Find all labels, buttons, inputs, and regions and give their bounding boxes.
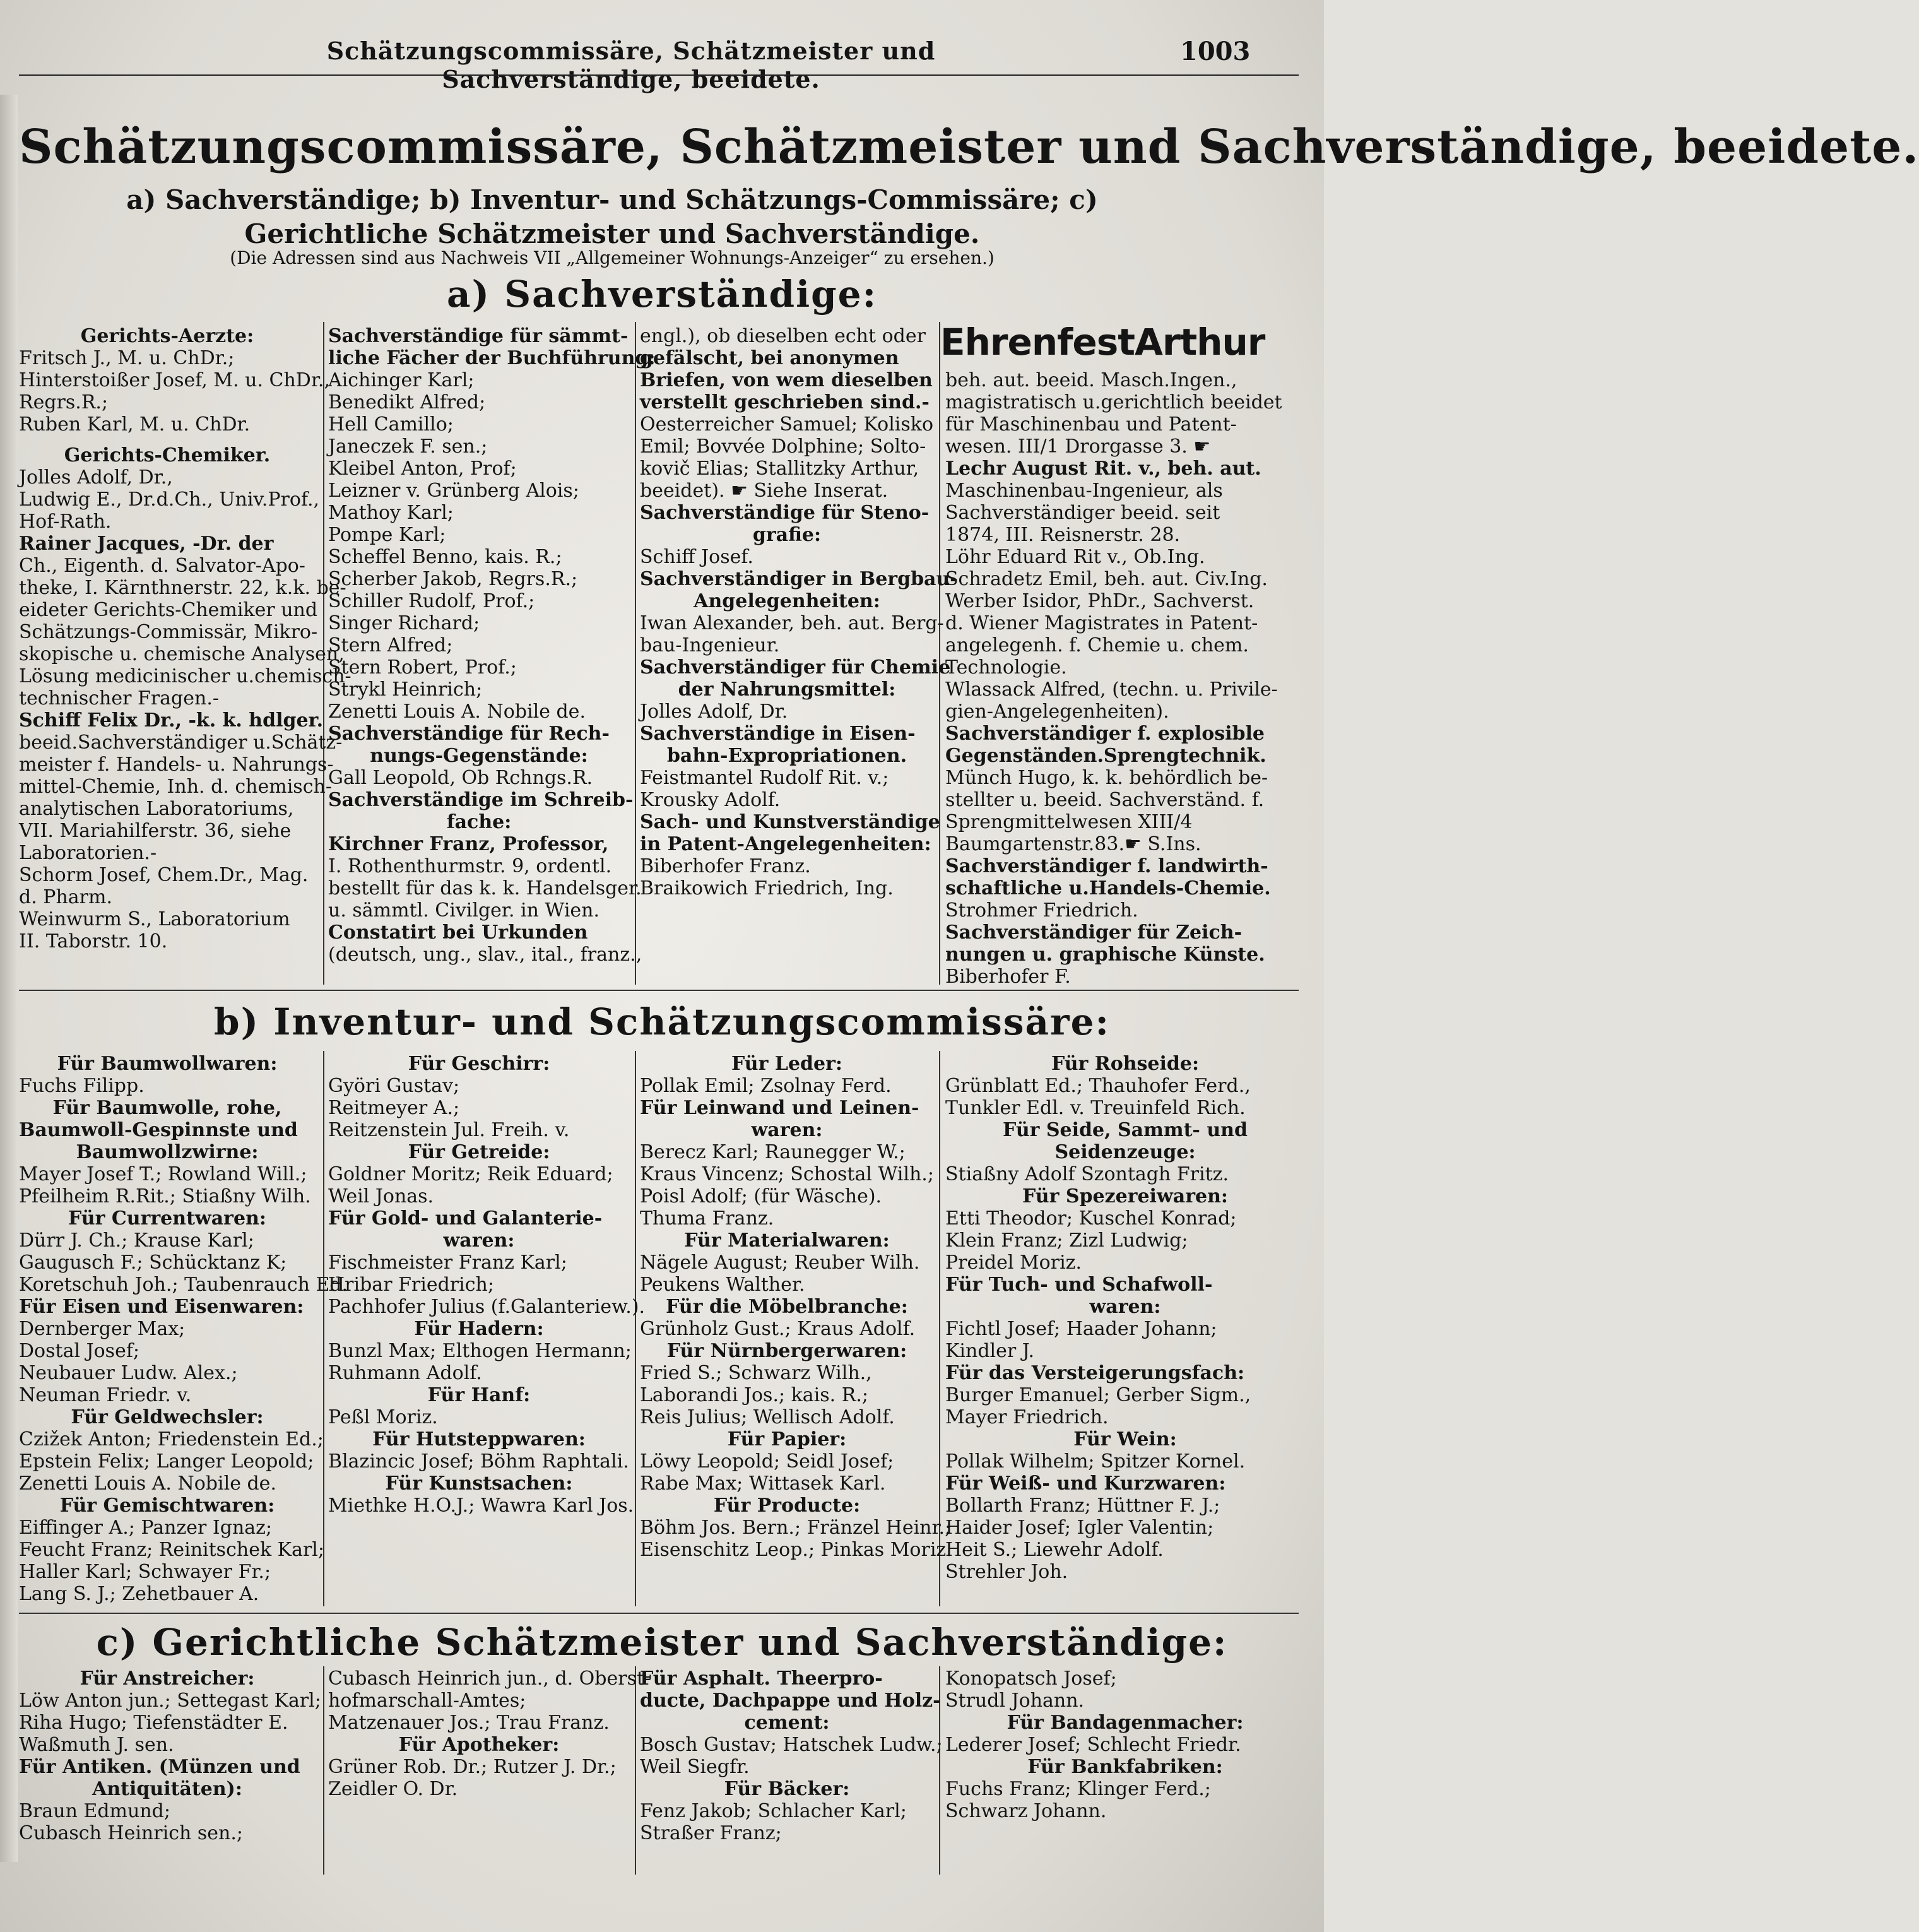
- category-heading: Sachverständiger f. landwirth-: [945, 855, 1268, 877]
- entry-line: Wlassack Alfred, (techn. u. Privile-: [945, 679, 1278, 701]
- entry-line: Epstein Felix; Langer Leopold;: [19, 1450, 314, 1473]
- category-heading: der Nahrungsmittel:: [678, 679, 896, 701]
- entry-line: Mayer Friedrich.: [945, 1406, 1109, 1428]
- entry-line: Riha Hugo; Tiefenstädter E.: [19, 1712, 288, 1734]
- address-note: (Die Adressen sind aus Nachweis VII „Allgemeiner Wohnungs-Anzeiger“ zu ersehen.): [230, 247, 995, 268]
- entry-line: d. Pharm.: [19, 886, 112, 908]
- entry-line: Dostal Josef;: [19, 1340, 140, 1362]
- entry-line: Braikowich Friedrich, Ing.: [640, 877, 894, 899]
- entry-line: Biberhofer F.: [945, 966, 1071, 988]
- category-heading: Baumwollzwirne:: [76, 1141, 259, 1163]
- entry-line: Goldner Moritz; Reik Eduard;: [328, 1163, 613, 1185]
- entry-line: Fuchs Filipp.: [19, 1075, 145, 1097]
- category-heading: Für Currentwaren:: [68, 1207, 266, 1230]
- category-heading: Für Kunstsachen:: [385, 1473, 573, 1495]
- page-number: 1003: [1180, 37, 1251, 66]
- entry-line: mittel-Chemie, Inh. d. chemisch-: [19, 776, 332, 798]
- category-heading: Für Apotheker:: [398, 1734, 560, 1756]
- entry-line: Eiffinger A.; Panzer Ignaz;: [19, 1517, 273, 1539]
- entry-line: Leizner v. Grünberg Alois;: [328, 480, 579, 502]
- entry-line: stellter u. beeid. Sachverständ. f.: [945, 789, 1265, 811]
- entry-line: Blazincic Josef; Böhm Raphtali.: [328, 1450, 629, 1473]
- entry-line: Dernberger Max;: [19, 1318, 186, 1340]
- entry-line: Ludwig E., Dr.d.Ch., Univ.Prof.,: [19, 489, 320, 511]
- page-edge-shadow: [0, 95, 18, 1862]
- ehrenfest-advertisement: EhrenfestArthur: [940, 321, 1265, 364]
- category-heading: Schiff Felix Dr., -k. k. hdlger.: [19, 709, 324, 732]
- entry-line: Schiller Rudolf, Prof.;: [328, 590, 535, 612]
- entry-line: Emil; Bovvée Dolphine; Solto-: [640, 436, 926, 458]
- category-heading: Für Baumwolle, rohe,: [52, 1097, 282, 1119]
- entry-line: Münch Hugo, k. k. behördlich be-: [945, 767, 1268, 789]
- section-c-column-4: [945, 1668, 1305, 1876]
- entry-line: Aichinger Karl;: [328, 369, 475, 391]
- column-divider: [635, 1051, 636, 1606]
- entry-line: Jolles Adolf, Dr.,: [19, 466, 173, 489]
- category-heading: Für Seide, Sammt- und: [1003, 1119, 1248, 1141]
- category-heading: Lechr August Rit. v., beh. aut.: [945, 458, 1261, 480]
- category-heading: Sachverständiger f. explosible: [945, 723, 1265, 745]
- entry-line: Heit S.; Liewehr Adolf.: [945, 1539, 1164, 1561]
- entry-line: d. Wiener Magistrates in Patent-: [945, 612, 1258, 634]
- entry-line: Strykl Heinrich;: [328, 679, 483, 701]
- entry-line: Bollarth Franz; Hüttner F. J.;: [945, 1495, 1220, 1517]
- entry-line: Schwarz Johann.: [945, 1800, 1107, 1822]
- category-heading: Für Leder:: [731, 1053, 842, 1075]
- category-heading: Für Materialwaren:: [684, 1230, 890, 1252]
- section-b-column-3: [640, 1053, 952, 1608]
- entry-line: I. Rothenthurmstr. 9, ordentl.: [328, 855, 612, 877]
- entry-line: Benedikt Alfred;: [328, 391, 486, 413]
- entry-line: Böhm Jos. Bern.; Fränzel Heinr.;: [640, 1517, 952, 1539]
- category-heading: Für Asphalt. Theerpro-: [640, 1668, 883, 1690]
- category-heading: Gerichts-Chemiker.: [64, 444, 271, 466]
- entry-line: Rabe Max; Wittasek Karl.: [640, 1473, 886, 1495]
- entry-line: Hinterstoißer Josef, M. u. ChDr.,: [19, 369, 330, 391]
- entry-line: Braun Edmund;: [19, 1800, 170, 1822]
- entry-line: Janeczek F. sen.;: [328, 436, 488, 458]
- section-b-column-4: [945, 1053, 1305, 1608]
- category-heading: Für Bandagenmacher:: [1007, 1712, 1244, 1734]
- section-b-heading: b) Inventur- und Schätzungscommissäre:: [214, 1000, 1110, 1043]
- entry-line: Strohmer Friedrich.: [945, 899, 1138, 922]
- category-heading: schaftliche u.Handels-Chemie.: [945, 877, 1271, 899]
- category-heading: Für Hutsteppwaren:: [372, 1428, 586, 1450]
- entry-line: Koretschuh Joh.; Taubenrauch Ed.: [19, 1274, 348, 1296]
- entry-line: Weinwurm S., Laboratorium: [19, 908, 290, 930]
- entry-line: Pollak Emil; Zsolnay Ferd.: [640, 1075, 892, 1097]
- entry-line: Mathoy Karl;: [328, 502, 454, 524]
- category-heading: Für Leinwand und Leinen-: [640, 1097, 919, 1119]
- entry-line: Werber Isidor, PhDr., Sachverst.: [945, 590, 1255, 612]
- category-heading: Für das Versteigerungsfach:: [945, 1362, 1245, 1384]
- entry-line: Waßmuth J. sen.: [19, 1734, 174, 1756]
- entry-line: hofmarschall-Amtes;: [328, 1690, 526, 1712]
- entry-line: Ch., Eigenth. d. Salvator-Apo-: [19, 555, 305, 577]
- category-heading: waren:: [1089, 1296, 1161, 1318]
- category-heading: waren:: [443, 1230, 515, 1252]
- category-heading: Für Producte:: [713, 1495, 861, 1517]
- page-title: Schätzungscommissäre, Schätzmeister und Sachverständige, beeidete.: [19, 120, 1919, 174]
- entry-line: für Maschinenbau und Patent-: [945, 413, 1237, 436]
- entry-line: Thuma Franz.: [640, 1207, 774, 1230]
- category-heading: Für Weiß- und Kurzwaren:: [945, 1473, 1226, 1495]
- category-heading: Für Nürnbergerwaren:: [666, 1340, 907, 1362]
- entry-line: Cubasch Heinrich sen.;: [19, 1822, 243, 1844]
- category-heading: Seidenzeuge:: [1054, 1141, 1196, 1163]
- category-heading: Für Spezereiwaren:: [1022, 1185, 1228, 1207]
- entry-line: 1874, III. Reisnerstr. 28.: [945, 524, 1181, 546]
- entry-line: Stern Alfred;: [328, 634, 453, 656]
- category-heading: bahn-Expropriationen.: [666, 745, 907, 767]
- entry-line: Feucht Franz; Reinitschek Karl;: [19, 1539, 325, 1561]
- category-heading: nungen u. graphische Künste.: [945, 944, 1265, 966]
- entry-line: magistratisch u.gerichtlich beeidet: [945, 391, 1282, 413]
- section-a-column-4: [945, 369, 1305, 988]
- entry-line: Sprengmittelwesen XIII/4: [945, 811, 1193, 833]
- entry-line: engl.), ob dieselben echt oder: [640, 325, 926, 347]
- category-heading: Für Antiken. (Münzen und: [19, 1756, 300, 1778]
- entry-line: Weil Jonas.: [328, 1185, 434, 1207]
- entry-line: Fischmeister Franz Karl;: [328, 1252, 567, 1274]
- category-heading: gefälscht, bei anonymen: [640, 347, 899, 369]
- entry-line: Zeidler O. Dr.: [328, 1778, 458, 1800]
- entry-line: Scherber Jakob, Regrs.R.;: [328, 568, 578, 590]
- category-heading: Sachverständiger in Bergbau-: [640, 568, 958, 590]
- entry-line: Reis Julius; Wellisch Adolf.: [640, 1406, 895, 1428]
- section-c-heading: c) Gerichtliche Schätzmeister und Sachverständige:: [96, 1621, 1228, 1664]
- category-heading: Für Papier:: [727, 1428, 847, 1450]
- entry-line: Kleibel Anton, Prof;: [328, 458, 517, 480]
- category-heading: Sachverständige für Rech-: [328, 723, 610, 745]
- entry-line: Gall Leopold, Ob Rchngs.R.: [328, 767, 593, 789]
- entry-line: Neuman Friedr. v.: [19, 1384, 192, 1406]
- category-heading: Baumwoll-Gespinnste und: [19, 1119, 298, 1141]
- entry-line: Laboratorien.-: [19, 842, 157, 864]
- category-heading: Für Rohseide:: [1051, 1053, 1200, 1075]
- entry-line: Neubauer Ludw. Alex.;: [19, 1362, 238, 1384]
- entry-line: Miethke H.O.J.; Wawra Karl Jos.: [328, 1495, 634, 1517]
- entry-line: bestellt für das k. k. Handelsger.: [328, 877, 642, 899]
- entry-line: Schorm Josef, Chem.Dr., Mag.: [19, 864, 309, 886]
- entry-line: gien-Angelegenheiten).: [945, 701, 1169, 723]
- category-heading: waren:: [751, 1119, 823, 1141]
- header-rule: [19, 74, 1299, 76]
- category-heading: Für Getreide:: [408, 1141, 550, 1163]
- entry-line: Fuchs Franz; Klinger Ferd.;: [945, 1778, 1211, 1800]
- category-heading: nungs-Gegenstände:: [370, 745, 588, 767]
- section-c-column-2: [328, 1668, 651, 1876]
- entry-line: bau-Ingenieur.: [640, 634, 780, 656]
- category-heading: Sachverständige im Schreib-: [328, 789, 634, 811]
- entry-line: eideter Gerichts-Chemiker und: [19, 599, 318, 621]
- section-a-column-2: [328, 325, 656, 985]
- entry-line: Cubasch Heinrich jun., d. Oberst-: [328, 1668, 651, 1690]
- section-c-column-3: [640, 1668, 943, 1876]
- entry-line: technischer Fragen.-: [19, 687, 219, 709]
- entry-line: meister f. Handels- u. Nahrungs-: [19, 754, 334, 776]
- entry-line: Schiff Josef.: [640, 546, 753, 568]
- section-a-heading: a) Sachverständige:: [447, 273, 877, 316]
- entry-line: Burger Emanuel; Gerber Sigm.,: [945, 1384, 1251, 1406]
- category-heading: Für Geschirr:: [408, 1053, 550, 1075]
- spacer: [19, 436, 316, 444]
- entry-line: Lederer Josef; Schlecht Friedr.: [945, 1734, 1241, 1756]
- entry-line: Eisenschitz Leop.; Pinkas Moriz.: [640, 1539, 952, 1561]
- entry-line: Zenetti Louis A. Nobile de.: [328, 701, 586, 723]
- entry-line: Reitzenstein Jul. Freih. v.: [328, 1119, 570, 1141]
- entry-line: Krousky Adolf.: [640, 789, 781, 811]
- entry-line: theke, I. Kärnthnerstr. 22, k.k. be-: [19, 577, 346, 599]
- entry-line: Haider Josef; Igler Valentin;: [945, 1517, 1214, 1539]
- entry-line: Mayer Josef T.; Rowland Will.;: [19, 1163, 307, 1185]
- category-heading: Für Hadern:: [414, 1318, 544, 1340]
- entry-line: Preidel Moriz.: [945, 1252, 1082, 1274]
- entry-line: Kindler J.: [945, 1340, 1034, 1362]
- entry-line: Straßer Franz;: [640, 1822, 782, 1844]
- category-heading: Gerichts-Aerzte:: [80, 325, 254, 347]
- category-heading: Für Geldwechsler:: [71, 1406, 264, 1428]
- entry-line: Sachverständiger beeid. seit: [945, 502, 1220, 524]
- entry-line: u. sämmtl. Civilger. in Wien.: [328, 899, 600, 922]
- category-heading: Für Baumwollwaren:: [57, 1053, 278, 1075]
- entry-line: Lang S. J.; Zehetbauer A.: [19, 1583, 259, 1605]
- entry-line: Ruben Karl, M. u. ChDr.: [19, 413, 251, 436]
- category-heading: grafie:: [752, 524, 822, 546]
- entry-line: Oesterreicher Samuel; Kolisko: [640, 413, 934, 436]
- entry-line: Fried S.; Schwarz Wilh.,: [640, 1362, 872, 1384]
- entry-line: Fenz Jakob; Schlacher Karl;: [640, 1800, 907, 1822]
- category-heading: Für Anstreicher:: [80, 1668, 255, 1690]
- column-divider: [635, 1666, 636, 1875]
- entry-line: Löw Anton jun.; Settegast Karl;: [19, 1690, 321, 1712]
- entry-line: Baumgartenstr.83.☛ S.Ins.: [945, 833, 1202, 855]
- category-heading: Sachverständige für sämmt-: [328, 325, 629, 347]
- category-heading: cement:: [744, 1712, 830, 1734]
- entry-line: Weil Siegfr.: [640, 1756, 750, 1778]
- entry-line: Technologie.: [945, 656, 1067, 679]
- entry-line: Haller Karl; Schwayer Fr.;: [19, 1561, 271, 1583]
- entry-line: Tunkler Edl. v. Treuinfeld Rich.: [945, 1097, 1246, 1119]
- category-heading: Sach- und Kunstverständige: [640, 811, 940, 833]
- entry-line: Grünblatt Ed.; Thauhofer Ferd.,: [945, 1075, 1251, 1097]
- category-heading: Sachverständiger für Zeich-: [945, 922, 1243, 944]
- entry-line: Feistmantel Rudolf Rit. v.;: [640, 767, 889, 789]
- entry-line: Konopatsch Josef;: [945, 1668, 1117, 1690]
- section-a-column-3: [640, 325, 958, 985]
- category-heading: fache:: [446, 811, 512, 833]
- category-heading: Briefen, von wem dieselben: [640, 369, 933, 391]
- entry-line: Strehler Joh.: [945, 1561, 1068, 1583]
- entry-line: Biberhofer Franz.: [640, 855, 811, 877]
- entry-line: beeidet). ☛ Siehe Inserat.: [640, 480, 889, 502]
- entry-line: beh. aut. beeid. Masch.Ingen.,: [945, 369, 1237, 391]
- category-heading: Rainer Jacques, -Dr. der: [19, 533, 274, 555]
- entry-line: Poisl Adolf; (für Wäsche).: [640, 1185, 882, 1207]
- entry-line: Györi Gustav;: [328, 1075, 460, 1097]
- entry-line: Hribar Friedrich;: [328, 1274, 494, 1296]
- category-heading: Für Bankfabriken:: [1027, 1756, 1223, 1778]
- section-c-column-1: [19, 1668, 321, 1876]
- entry-line: Peukens Walther.: [640, 1274, 805, 1296]
- section-b-column-1: [19, 1053, 348, 1608]
- entry-line: Reitmeyer A.;: [328, 1097, 460, 1119]
- category-heading: Antiquitäten):: [92, 1778, 242, 1800]
- category-heading: Sachverständige für Steno-: [640, 502, 930, 524]
- category-heading: Für Gemischtwaren:: [59, 1495, 275, 1517]
- category-heading: Für Tuch- und Schafwoll-: [945, 1274, 1213, 1296]
- entry-line: Nägele August; Reuber Wilh.: [640, 1252, 920, 1274]
- entry-line: Hell Camillo;: [328, 413, 454, 436]
- entry-line: beeid.Sachverständiger u.Schätz-: [19, 732, 343, 754]
- entry-line: Peßl Moriz.: [328, 1406, 438, 1428]
- category-heading: verstellt geschrieben sind.-: [640, 391, 930, 413]
- section-rule: [19, 1613, 1299, 1614]
- category-heading: liche Fächer der Buchführung:: [328, 347, 656, 369]
- category-heading: Gegenständen.Sprengtechnik.: [945, 745, 1267, 767]
- page-subtitle: a) Sachverständige; b) Inventur- und Schätzungs-Commissäre; c) Gerichtliche Schätzmeister und Sachverständige.: [126, 184, 1098, 249]
- entry-line: Regrs.R.;: [19, 391, 109, 413]
- entry-line: Scheffel Benno, kais. R.;: [328, 546, 562, 568]
- entry-line: VII. Mariahilferstr. 36, siehe: [19, 820, 292, 842]
- running-head: Schätzungscommissäre, Schätzmeister und Sachverständige, beeidete.: [326, 37, 936, 93]
- entry-line: Ruhmann Adolf.: [328, 1362, 482, 1384]
- entry-line: Lösung medicinischer u.chemisch-: [19, 665, 351, 687]
- category-heading: Für Gold- und Galanterie-: [328, 1207, 603, 1230]
- entry-line: Pollak Wilhelm; Spitzer Kornel.: [945, 1450, 1246, 1473]
- entry-line: Grünholz Gust.; Kraus Adolf.: [640, 1318, 916, 1340]
- entry-line: Schätzungs-Commissär, Mikro-: [19, 621, 318, 643]
- column-divider: [323, 1051, 324, 1606]
- entry-line: Stern Robert, Prof.;: [328, 656, 517, 679]
- entry-line: Bunzl Max; Elthogen Hermann;: [328, 1340, 632, 1362]
- entry-line: Zenetti Louis A. Nobile de.: [19, 1473, 276, 1495]
- category-heading: Für Wein:: [1073, 1428, 1177, 1450]
- entry-line: Pompe Karl;: [328, 524, 446, 546]
- entry-line: kovič Elias; Stallitzky Arthur,: [640, 458, 919, 480]
- entry-line: Fichtl Josef; Haader Johann;: [945, 1318, 1217, 1340]
- entry-line: wesen. III/1 Drorgasse 3. ☛: [945, 436, 1211, 458]
- entry-line: Berecz Karl; Raunegger W.;: [640, 1141, 906, 1163]
- category-heading: in Patent-Angelegenheiten:: [640, 833, 931, 855]
- entry-line: Schradetz Emil, beh. aut. Civ.Ing.: [945, 568, 1268, 590]
- entry-line: Löhr Eduard Rit v., Ob.Ing.: [945, 546, 1205, 568]
- entry-line: Jolles Adolf, Dr.: [640, 701, 788, 723]
- entry-line: Fritsch J., M. u. ChDr.;: [19, 347, 235, 369]
- entry-line: Grüner Rob. Dr.; Rutzer J. Dr.;: [328, 1756, 617, 1778]
- category-heading: Sachverständige in Eisen-: [640, 723, 916, 745]
- entry-line: Kraus Vincenz; Schostal Wilh.;: [640, 1163, 934, 1185]
- entry-line: skopische u. chemische Analysen,: [19, 643, 345, 665]
- entry-line: Matzenauer Jos.; Trau Franz.: [328, 1712, 610, 1734]
- entry-line: Klein Franz; Zizl Ludwig;: [945, 1230, 1188, 1252]
- entry-line: Singer Richard;: [328, 612, 480, 634]
- category-heading: ducte, Dachpappe und Holz-: [640, 1690, 941, 1712]
- entry-line: (deutsch, ung., slav., ital., franz.,: [328, 944, 642, 966]
- column-divider: [939, 322, 940, 985]
- category-heading: Sachverständiger für Chemie: [640, 656, 951, 679]
- category-heading: Für Hanf:: [427, 1384, 531, 1406]
- entry-line: Bosch Gustav; Hatschek Ludw.;: [640, 1734, 943, 1756]
- category-heading: Constatirt bei Urkunden: [328, 922, 588, 944]
- section-a-column-1: [19, 325, 351, 985]
- entry-line: Dürr J. Ch.; Krause Karl;: [19, 1230, 254, 1252]
- entry-line: Czižek Anton; Friedenstein Ed.;: [19, 1428, 324, 1450]
- entry-line: Pachhofer Julius (f.Galanteriew.).: [328, 1296, 646, 1318]
- entry-line: Strudl Johann.: [945, 1690, 1085, 1712]
- entry-line: Laborandi Jos.; kais. R.;: [640, 1384, 868, 1406]
- entry-line: Stiaßny Adolf Szontagh Fritz.: [945, 1163, 1229, 1185]
- entry-line: Gaugusch F.; Schücktanz K;: [19, 1252, 287, 1274]
- category-heading: Für Bäcker:: [724, 1778, 850, 1800]
- entry-line: II. Taborstr. 10.: [19, 930, 168, 952]
- entry-line: analytischen Laboratoriums,: [19, 798, 294, 820]
- category-heading: Angelegenheiten:: [694, 590, 880, 612]
- column-divider: [323, 1666, 324, 1875]
- section-b-column-2: [328, 1053, 646, 1608]
- entry-line: Hof-Rath.: [19, 511, 112, 533]
- entry-line: Pfeilheim R.Rit.; Stiaßny Wilh.: [19, 1185, 311, 1207]
- entry-line: Maschinenbau-Ingenieur, als: [945, 480, 1223, 502]
- category-heading: Für die Möbelbranche:: [666, 1296, 908, 1318]
- entry-line: Iwan Alexander, beh. aut. Berg-: [640, 612, 944, 634]
- category-heading: Für Eisen und Eisenwaren:: [19, 1296, 304, 1318]
- entry-line: Löwy Leopold; Seidl Josef;: [640, 1450, 894, 1473]
- entry-line: angelegenh. f. Chemie u. chem.: [945, 634, 1249, 656]
- category-heading: Kirchner Franz, Professor,: [328, 833, 609, 855]
- section-rule: [19, 990, 1299, 991]
- entry-line: Etti Theodor; Kuschel Konrad;: [945, 1207, 1237, 1230]
